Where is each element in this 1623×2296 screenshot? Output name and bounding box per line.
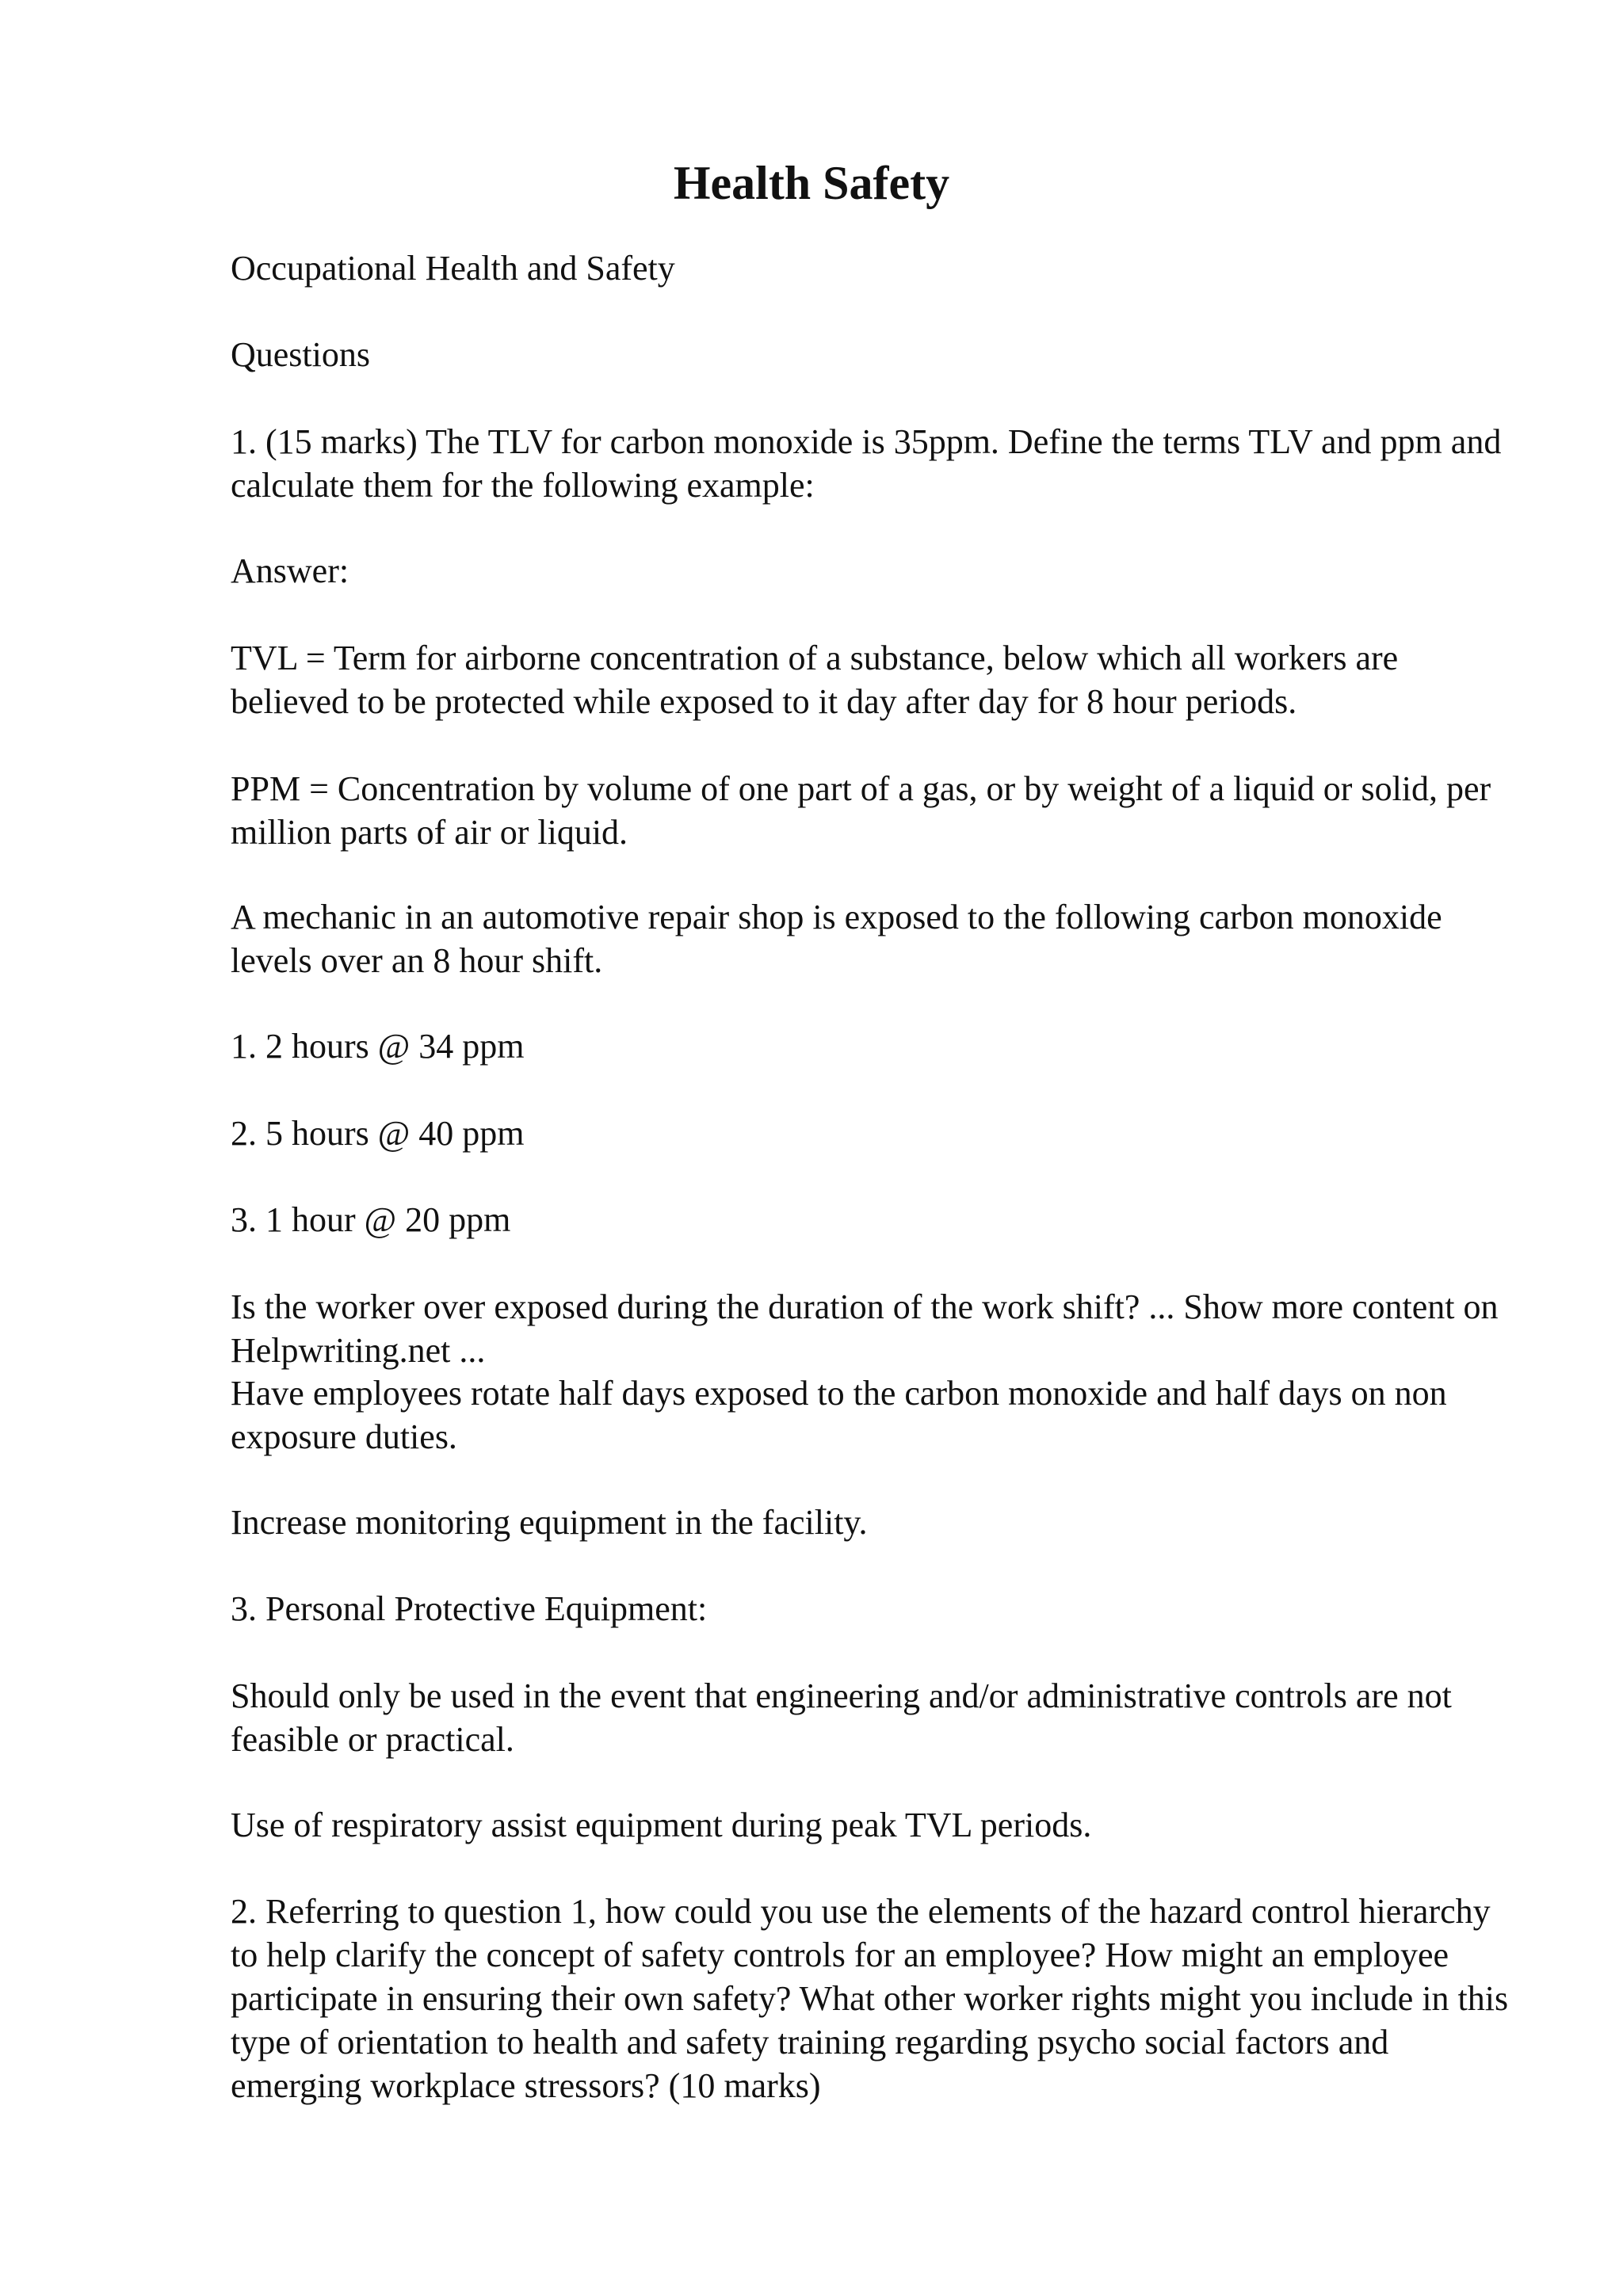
ppe-usage-paragraph: Should only be used in the event that engineering and/or administrative controls are not feasible or practical. [231,1676,1452,1759]
exposure-item-1: 1. 2 hours @ 34 ppm [231,1027,525,1066]
tvl-definition: TVL = Term for airborne concentration of a substance, below which all workers are believed to be protected while exposed to it day after day for 8 hour periods. [231,639,1399,721]
rotation-paragraph: Have employees rotate half days exposed to the carbon monoxide and half days on non exposure duties. [231,1374,1447,1456]
monitoring-paragraph: Increase monitoring equipment in the facility. [231,1503,868,1542]
answer-label: Answer: [231,551,349,590]
ppe-heading: 3. Personal Protective Equipment: [231,1589,708,1628]
section-heading-questions: Questions [231,335,370,374]
subtitle: Occupational Health and Safety [231,249,675,288]
overexposure-question: Is the worker over exposed during the duration of the work shift? ... Show more content on Helpwriting.net ... [231,1287,1499,1370]
respiratory-paragraph: Use of respiratory assist equipment during peak TVL periods. [231,1806,1092,1844]
ppm-definition: PPM = Concentration by volume of one part of a gas, or by weight of a liquid or solid, per million parts of air or liquid. [231,769,1491,852]
exposure-item-3: 3. 1 hour @ 20 ppm [231,1200,511,1239]
document-title: Health Safety [673,157,950,209]
question-2: 2. Referring to question 1, how could you use the elements of the hazard control hierarchy to help clarify the concept of safety controls for an employee? How might an employee participate in ensuring their own safety? What other worker rights might you include in this type of orientation to health and safety training regarding psycho social factors and emerging workplace stressors? (10 marks) [231,1892,1509,2105]
question-1: 1. (15 marks) The TLV for carbon monoxide is 35ppm. Define the terms TLV and ppm and calculate them for the following example: [231,422,1502,505]
exposure-item-2: 2. 5 hours @ 40 ppm [231,1114,525,1153]
mechanic-scenario: A mechanic in an automotive repair shop is exposed to the following carbon monoxide levels over an 8 hour shift. [231,898,1442,980]
